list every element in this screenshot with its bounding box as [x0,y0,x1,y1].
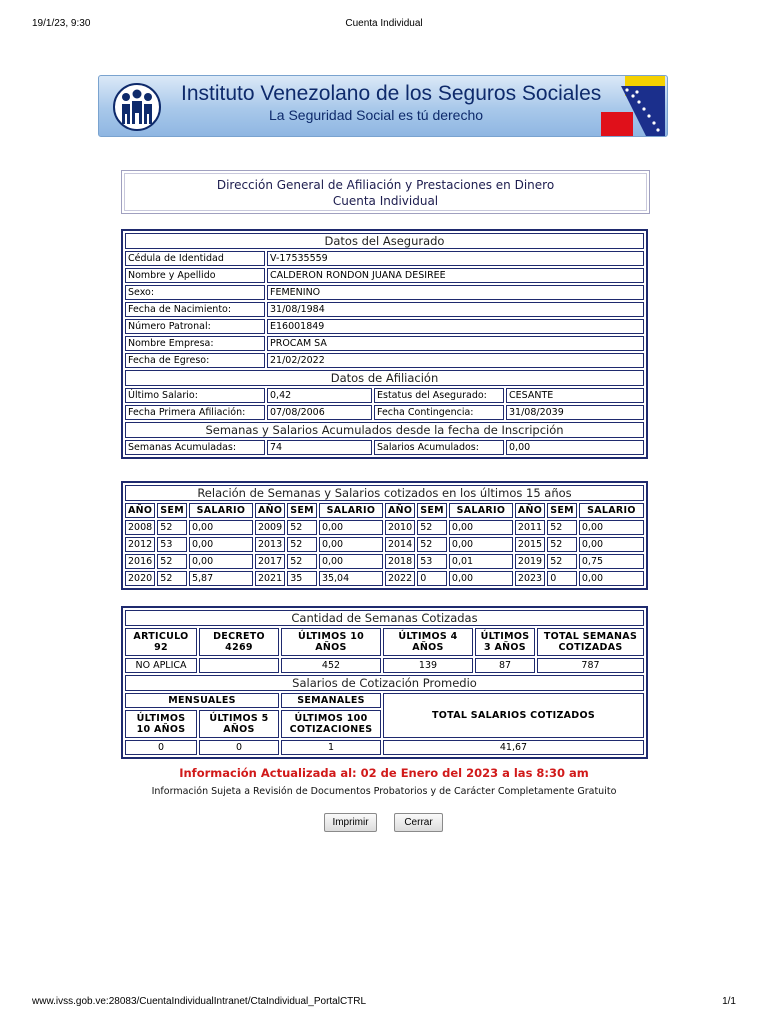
value-ultimos-10: 452 [281,658,381,673]
sem-cell: 52 [417,520,447,535]
print-header [32,18,736,32]
value-total-semanas: 787 [537,658,644,673]
salario-cell: 0,00 [319,537,383,552]
value-ultimos-100: 1 [281,740,381,755]
col-header-ultimos-10: ÚLTIMOS 10 AÑOS [281,628,381,656]
table-row [125,658,644,673]
sem-cell: 52 [157,571,187,586]
relacion-header-row [125,503,644,518]
field-label: Sexo: [125,285,265,300]
col-header-ultimos-3: ÚLTIMOS 3 AÑOS [475,628,535,656]
value-decreto-4269 [199,658,279,673]
banner-title: Instituto Venezolano de los Seguros Sociales [181,82,602,105]
salario-cell: 0,00 [579,520,644,535]
table-row [125,405,644,420]
sem-cell: 52 [287,537,317,552]
sem-cell: 0 [547,571,577,586]
ivss-banner [98,75,668,137]
year-cell: 2023 [515,571,545,586]
year-cell: 2021 [255,571,285,586]
salario-cell: 0,00 [449,537,513,552]
sem-cell: 53 [157,537,187,552]
salario-cell: 0,00 [579,571,644,586]
group-header-semanales: SEMANALES [281,693,381,708]
value-ultimos-10-anos: 0 [125,740,197,755]
sem-cell: 35 [287,571,317,586]
sem-cell: 52 [157,520,187,535]
year-cell: 2013 [255,537,285,552]
header-line-1: Dirección General de Afiliación y Prestaciones en Dinero [216,178,555,192]
salario-cell: 5,87 [189,571,253,586]
year-cell: 2022 [385,571,415,586]
field-value: FEMENINO [267,285,644,300]
salario-cell: 0,00 [189,537,253,552]
field-value: 0,00 [506,440,644,455]
col-header-salario: SALARIO [319,503,383,518]
salario-cell: 0,00 [189,554,253,569]
sem-cell: 52 [287,554,317,569]
salario-cell: 0,75 [579,554,644,569]
sem-cell: 52 [547,554,577,569]
col-header-total-semanas: TOTAL SEMANAS COTIZADAS [537,628,644,656]
group-header-mensuales: MENSUALES [125,693,279,708]
family-logo-icon [111,82,163,132]
field-value: E16001849 [267,319,644,334]
col-header-ultimos-4: ÚLTIMOS 4 AÑOS [383,628,473,656]
value-ultimos-4: 139 [383,658,473,673]
salario-cell: 0,00 [319,554,383,569]
col-header-year: AÑO [515,503,545,518]
col-header-ultimos-5-anos: ÚLTIMOS 5 AÑOS [199,710,279,738]
value-total-salarios: 41,67 [383,740,644,755]
section-title-asegurado: Datos del Asegurado [125,233,644,249]
field-value: 31/08/1984 [267,302,644,317]
col-header-total-salarios: TOTAL SALARIOS COTIZADOS [383,693,644,738]
salario-cell: 0,00 [579,537,644,552]
col-header-salario: SALARIO [579,503,644,518]
value-articulo-92: NO APLICA [125,658,197,673]
field-value: PROCAM SA [267,336,644,351]
year-cell: 2015 [515,537,545,552]
salario-cell: 0,01 [449,554,513,569]
field-label: Nombre Empresa: [125,336,265,351]
field-label: Cédula de Identidad [125,251,265,266]
field-label: Fecha de Egreso: [125,353,265,368]
table-row [125,268,644,283]
col-header-articulo-92: ARTICULO 92 [125,628,197,656]
field-value: 31/08/2039 [506,405,644,420]
salario-cell: 0,00 [189,520,253,535]
year-cell: 2010 [385,520,415,535]
print-title: Cuenta Individual [345,18,423,29]
year-cell: 2014 [385,537,415,552]
field-label: Fecha de Nacimiento: [125,302,265,317]
table-row [125,520,644,535]
table-row [125,554,644,569]
salario-cell: 0,00 [319,520,383,535]
col-header-sem: SEM [287,503,317,518]
table-row [125,537,644,552]
sem-cell: 0 [417,571,447,586]
field-label: Nombre y Apellido [125,268,265,283]
sem-cell: 52 [547,520,577,535]
page-header-box [121,170,650,214]
updated-info: Información Actualizada al: 02 de Enero del 2023 a las 8:30 am [179,766,589,780]
section-title-relacion: Relación de Semanas y Salarios cotizados en los últimos 15 años [125,485,644,501]
year-cell: 2016 [125,554,155,569]
year-cell: 2008 [125,520,155,535]
table-row [125,388,644,403]
sem-cell: 52 [547,537,577,552]
year-cell: 2017 [255,554,285,569]
field-value: 21/02/2022 [267,353,644,368]
col-header-sem: SEM [417,503,447,518]
disclaimer-info: Información Sujeta a Revisión de Documentos Probatorios y de Carácter Completamente Gratuito [151,786,617,797]
year-cell: 2009 [255,520,285,535]
col-header-year: AÑO [125,503,155,518]
field-value: 74 [267,440,372,455]
section-title-acumulados: Semanas y Salarios Acumulados desde la fecha de Inscripción [125,422,644,438]
field-value: CESANTE [506,388,644,403]
salario-cell: 0,00 [449,571,513,586]
field-label: Salarios Acumulados: [374,440,504,455]
table-row [125,440,644,455]
field-label: Número Patronal: [125,319,265,334]
asegurado-table [121,229,648,459]
col-header-year: AÑO [385,503,415,518]
field-value: 0,42 [267,388,372,403]
sem-cell: 52 [417,537,447,552]
cotizacion-table [121,606,648,759]
year-cell: 2011 [515,520,545,535]
sem-cell: 53 [417,554,447,569]
table-row [125,251,644,266]
section-title-cantidad: Cantidad de Semanas Cotizadas [125,610,644,626]
salario-cell: 35,04 [319,571,383,586]
table-row [125,336,644,351]
table-row [125,353,644,368]
field-label: Estatus del Asegurado: [374,388,504,403]
relacion-table [121,481,648,590]
banner-subtitle: La Seguridad Social es tú derecho [269,107,484,123]
venezuela-flag-icon [599,76,665,137]
close-button[interactable]: Cerrar [394,813,443,832]
col-header-decreto-4269: DECRETO 4269 [199,628,279,656]
field-value: 07/08/2006 [267,405,372,420]
print-button[interactable]: Imprimir [324,813,377,832]
table-row [125,285,644,300]
value-ultimos-5-anos: 0 [199,740,279,755]
year-cell: 2020 [125,571,155,586]
field-label: Último Salario: [125,388,265,403]
section-title-afiliacion: Datos de Afiliación [125,370,644,386]
col-header-ultimos-10-anos: ÚLTIMOS 10 AÑOS [125,710,197,738]
col-header-salario: SALARIO [449,503,513,518]
print-page-number: 1/1 [722,996,736,1007]
table-row [125,319,644,334]
year-cell: 2018 [385,554,415,569]
value-ultimos-3: 87 [475,658,535,673]
field-label: Fecha Primera Afiliación: [125,405,265,420]
print-url: www.ivss.gob.ve:28083/CuentaIndividualIntranet/CtaIndividual_PortalCTRL [32,996,367,1007]
field-value: CALDERON RONDON JUANA DESIREE [267,268,644,283]
col-header-salario: SALARIO [189,503,253,518]
col-header-sem: SEM [547,503,577,518]
sem-cell: 52 [157,554,187,569]
cantidad-header-row [125,628,644,656]
col-header-sem: SEM [157,503,187,518]
print-footer [32,996,736,1010]
year-cell: 2012 [125,537,155,552]
table-row [125,571,644,586]
col-header-ultimos-100: ÚLTIMOS 100 COTIZACIONES [281,710,381,738]
table-row [125,302,644,317]
section-title-promedio: Salarios de Cotización Promedio [125,675,644,691]
sem-cell: 52 [287,520,317,535]
field-value: V-17535559 [267,251,644,266]
print-datetime: 19/1/23, 9:30 [32,18,91,29]
promedio-group-row [125,693,644,708]
field-label: Semanas Acumuladas: [125,440,265,455]
table-row [125,740,644,755]
col-header-year: AÑO [255,503,285,518]
salario-cell: 0,00 [449,520,513,535]
header-line-2: Cuenta Individual [332,194,439,208]
year-cell: 2019 [515,554,545,569]
field-label: Fecha Contingencia: [374,405,504,420]
